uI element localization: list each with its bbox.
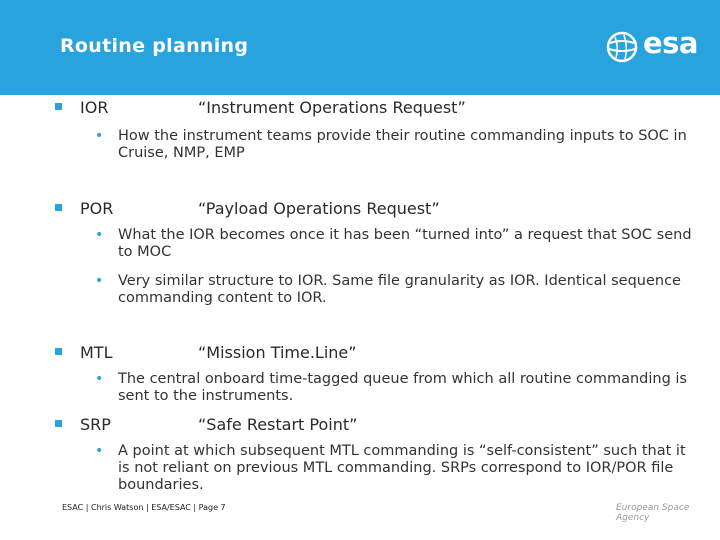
sub-bullet-text: What the IOR becomes once it has been “turned into” a request that SOC send to MOC: [118, 227, 692, 260]
sub-bullet-text: A point at which subsequent MTL commanding is “self-consistent” such that it is not reliant on previous MTL commanding. SRPs correspond to IOR/POR file boundaries.: [118, 443, 686, 493]
dot-bullet-icon: •: [95, 443, 104, 459]
acronym-ior: IOR: [80, 98, 109, 117]
sub-bullet-text: How the instrument teams provide their routine commanding inputs to SOC in Cruise, NMP, EMP: [118, 128, 687, 161]
dot-bullet-icon: •: [95, 227, 104, 243]
page-title: Routine planning: [60, 35, 249, 57]
square-bullet-icon: [55, 420, 62, 427]
dot-bullet-icon: •: [95, 273, 104, 289]
fullname-por: “Payload Operations Request”: [198, 199, 440, 218]
acronym-por: POR: [80, 199, 114, 218]
fullname-ior: “Instrument Operations Request”: [198, 98, 466, 117]
square-bullet-icon: [55, 348, 62, 355]
fullname-mtl: “Mission Time.Line”: [198, 343, 357, 362]
footer-text: ESAC | Chris Watson | ESA/ESAC | Page 7: [62, 503, 226, 512]
square-bullet-icon: [55, 103, 62, 110]
sub-bullet-text: The central onboard time-tagged queue from which all routine commanding is sent to the instruments.: [118, 371, 687, 404]
esa-logo-text: esa: [643, 26, 698, 60]
acronym-mtl: MTL: [80, 343, 113, 362]
sub-bullet-text: Very similar structure to IOR. Same file granularity as IOR. Identical sequence commanding content to IOR.: [118, 273, 681, 306]
fullname-srp: “Safe Restart Point”: [198, 415, 358, 434]
agency-footer-logo: European Space Agency: [616, 503, 690, 523]
acronym-srp: SRP: [80, 415, 111, 434]
square-bullet-icon: [55, 204, 62, 211]
dot-bullet-icon: •: [95, 371, 104, 387]
dot-bullet-icon: •: [95, 128, 104, 144]
